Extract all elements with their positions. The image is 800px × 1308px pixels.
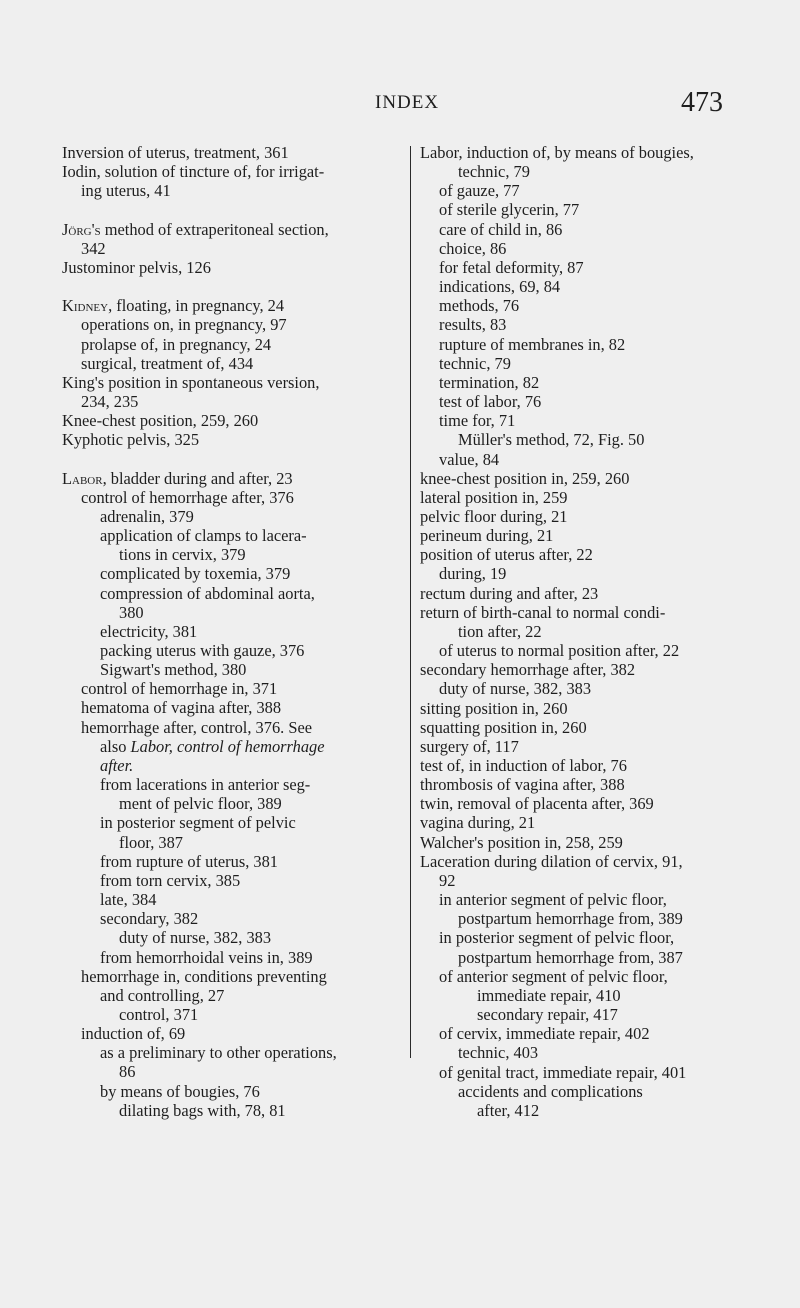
entry-heading: Jörg's xyxy=(62,219,101,239)
index-entry xyxy=(420,277,742,296)
index-entry xyxy=(420,354,742,373)
index-entry xyxy=(420,622,742,641)
index-entry xyxy=(62,526,402,545)
index-entry xyxy=(420,641,742,660)
index-entry xyxy=(62,603,402,622)
entry-text: time for, 71 xyxy=(439,411,516,431)
index-entry xyxy=(420,679,742,698)
entry-text: in anterior segment of pelvic floor, xyxy=(439,890,667,910)
index-entry xyxy=(62,181,402,200)
index-entry xyxy=(62,373,402,392)
entry-text: floor, 387 xyxy=(119,832,183,852)
index-entry xyxy=(420,833,742,852)
index-entry xyxy=(420,392,742,411)
entry-text: Sigwart's method, 380 xyxy=(100,660,247,680)
entry-text: Kyphotic pelvis, 325 xyxy=(62,430,200,450)
entry-text: as a preliminary to other operations, xyxy=(100,1043,337,1063)
index-entry xyxy=(420,545,742,564)
index-entry xyxy=(420,335,742,354)
index-entry xyxy=(420,200,742,219)
entry-text: surgery of, 117 xyxy=(420,736,519,756)
entry-text: of genital tract, immediate repair, 401 xyxy=(439,1062,687,1082)
entry-text: 86 xyxy=(119,1062,136,1082)
index-entry xyxy=(420,373,742,392)
index-entry xyxy=(62,1062,402,1081)
entry-text: 92 xyxy=(439,870,456,890)
index-entry xyxy=(420,737,742,756)
index-entry xyxy=(420,871,742,890)
entry-text: , bladder during and after, 23 xyxy=(102,468,293,488)
entry-text: secondary, 382 xyxy=(100,909,199,929)
index-entry xyxy=(62,296,402,315)
entry-gap xyxy=(62,277,402,296)
index-entry xyxy=(62,1101,402,1120)
index-entry xyxy=(62,354,402,373)
entry-text: from torn cervix, 385 xyxy=(100,870,241,890)
index-entry xyxy=(62,488,402,507)
page-header xyxy=(0,87,800,122)
entry-text: from lacerations in anterior seg- xyxy=(100,775,311,795)
entry-text: Iodin, solution of tincture of, for irrigat- xyxy=(62,162,325,182)
index-entry xyxy=(62,239,402,258)
index-entry xyxy=(420,1101,742,1120)
entry-text: pelvic floor during, 21 xyxy=(420,506,568,526)
index-entry xyxy=(62,852,402,871)
entry-text: Laceration during dilation of cervix, 91, xyxy=(420,851,683,871)
index-entry xyxy=(62,430,402,449)
entry-text: test of labor, 76 xyxy=(439,392,542,412)
index-entry xyxy=(62,967,402,986)
index-entry xyxy=(62,258,402,277)
index-entry xyxy=(420,411,742,430)
entry-gap xyxy=(62,200,402,219)
entry-text: knee-chest position in, 259, 260 xyxy=(420,468,630,488)
entry-text: Inversion of uterus, treatment, 361 xyxy=(62,143,289,162)
entry-text: by means of bougies, 76 xyxy=(100,1081,260,1101)
index-entry xyxy=(420,143,742,162)
entry-text: Knee-chest position, 259, 260 xyxy=(62,411,259,431)
entry-text: surgical, treatment of, 434 xyxy=(81,353,254,373)
index-entry xyxy=(420,315,742,334)
index-entry xyxy=(420,1043,742,1062)
entry-text: of cervix, immediate repair, 402 xyxy=(439,1024,650,1044)
entry-text: results, 83 xyxy=(439,315,507,335)
entry-text: also xyxy=(100,736,131,756)
index-entry xyxy=(420,775,742,794)
index-entry xyxy=(62,220,402,239)
index-entry xyxy=(62,641,402,660)
index-entry xyxy=(62,392,402,411)
index-entry xyxy=(420,718,742,737)
entry-heading: Labor xyxy=(62,468,103,488)
index-entry xyxy=(420,928,742,947)
entry-text: for fetal deformity, 87 xyxy=(439,257,584,277)
entry-text: choice, 86 xyxy=(439,238,507,258)
entry-text: tion after, 22 xyxy=(458,621,542,641)
entry-text: termination, 82 xyxy=(439,372,540,392)
entry-text: Walcher's position in, 258, 259 xyxy=(420,832,623,852)
index-column-right xyxy=(420,143,742,1120)
entry-text: method of extraperitoneal section, xyxy=(100,219,329,239)
entry-text: 342 xyxy=(81,238,106,258)
index-entry xyxy=(420,584,742,603)
index-entry xyxy=(62,698,402,717)
entry-text: in posterior segment of pelvic xyxy=(100,813,296,833)
entry-heading: Kidney xyxy=(62,296,109,316)
entry-text: , floating, in pregnancy, 24 xyxy=(108,296,285,316)
entry-text: thrombosis of vagina after, 388 xyxy=(420,775,625,795)
index-entry xyxy=(420,909,742,928)
entry-text: and controlling, 27 xyxy=(100,985,225,1005)
entry-text: accidents and complications xyxy=(458,1081,643,1101)
index-entry xyxy=(420,1005,742,1024)
entry-text: postpartum hemorrhage from, 387 xyxy=(458,947,683,967)
index-entry xyxy=(420,507,742,526)
index-entry xyxy=(62,986,402,1005)
index-entry xyxy=(62,737,402,756)
index-entry xyxy=(420,296,742,315)
entry-text: of uterus to normal position after, 22 xyxy=(439,641,680,661)
index-entry xyxy=(420,986,742,1005)
index-entry xyxy=(62,813,402,832)
entry-text: of gauze, 77 xyxy=(439,181,520,201)
index-entry xyxy=(62,794,402,813)
entry-text: postpartum hemorrhage from, 389 xyxy=(458,909,683,929)
index-entry xyxy=(420,756,742,775)
entry-text: compression of abdominal aorta, xyxy=(100,583,315,603)
entry-text: complicated by toxemia, 379 xyxy=(100,564,291,584)
index-entry xyxy=(62,775,402,794)
entry-text: squatting position in, 260 xyxy=(420,717,587,737)
entry-text: Labor, induction of, by means of bougies, xyxy=(420,143,694,162)
entry-text: dilating bags with, 78, 81 xyxy=(119,1100,286,1120)
index-entry xyxy=(62,1082,402,1101)
entry-text: 234, 235 xyxy=(81,392,139,411)
index-entry xyxy=(420,1024,742,1043)
index-entry xyxy=(420,239,742,258)
index-entry xyxy=(420,890,742,909)
index-entry xyxy=(420,526,742,545)
index-entry xyxy=(62,833,402,852)
index-entry xyxy=(62,162,402,181)
index-entry xyxy=(420,1063,742,1082)
entry-text: indications, 69, 84 xyxy=(439,277,561,297)
index-entry xyxy=(62,469,402,488)
index-entry xyxy=(420,948,742,967)
entry-text: control, 371 xyxy=(119,1004,199,1024)
running-title: INDEX xyxy=(375,92,440,113)
index-entry xyxy=(62,584,402,603)
entry-text: hemorrhage in, conditions preventing xyxy=(81,966,327,986)
entry-text: packing uterus with gauze, 376 xyxy=(100,641,305,661)
index-entry xyxy=(420,852,742,871)
entry-text: control of hemorrhage in, 371 xyxy=(81,679,278,699)
column-divider xyxy=(410,146,411,1058)
entry-text: prolapse of, in pregnancy, 24 xyxy=(81,334,272,354)
index-entry xyxy=(62,756,402,775)
index-entry xyxy=(420,660,742,679)
entry-text: technic, 79 xyxy=(458,162,530,182)
entry-cross-reference: after. xyxy=(100,755,134,775)
index-entry xyxy=(420,564,742,583)
entry-text: of anterior segment of pelvic floor, xyxy=(439,966,668,986)
entry-text: technic, 403 xyxy=(458,1043,539,1063)
index-entry xyxy=(62,660,402,679)
entry-text: control of hemorrhage after, 376 xyxy=(81,487,294,507)
index-entry xyxy=(420,699,742,718)
index-entry xyxy=(62,564,402,583)
entry-text: test of, in induction of labor, 76 xyxy=(420,756,627,775)
entry-text: from hemorrhoidal veins in, 389 xyxy=(100,947,313,967)
entry-text: care of child in, 86 xyxy=(439,219,563,239)
index-entry xyxy=(62,718,402,737)
index-entry xyxy=(420,488,742,507)
entry-text: adrenalin, 379 xyxy=(100,506,194,526)
index-entry xyxy=(420,967,742,986)
index-entry xyxy=(62,545,402,564)
index-entry xyxy=(420,1082,742,1101)
index-entry xyxy=(420,450,742,469)
index-entry xyxy=(420,813,742,832)
entry-text: technic, 79 xyxy=(439,353,511,373)
entry-text: immediate repair, 410 xyxy=(477,985,621,1005)
index-entry xyxy=(420,181,742,200)
index-entry xyxy=(420,430,742,449)
entry-text: perineum during, 21 xyxy=(420,526,554,546)
index-entry xyxy=(420,220,742,239)
index-entry xyxy=(420,162,742,181)
entry-text: lateral position in, 259 xyxy=(420,487,568,507)
entry-text: after, 412 xyxy=(477,1100,540,1120)
index-entry xyxy=(62,315,402,334)
index-entry xyxy=(62,871,402,890)
index-entry xyxy=(62,143,402,162)
index-entry xyxy=(62,335,402,354)
entry-text: twin, removal of placenta after, 369 xyxy=(420,794,654,814)
entry-text: 380 xyxy=(119,602,144,622)
index-entry xyxy=(420,258,742,277)
entry-text: late, 384 xyxy=(100,890,157,910)
entry-text: tions in cervix, 379 xyxy=(119,545,246,565)
entry-text: duty of nurse, 382, 383 xyxy=(439,679,592,699)
entry-text: Justominor pelvis, 126 xyxy=(62,257,211,277)
index-entry xyxy=(62,948,402,967)
entry-text: ment of pelvic floor, 389 xyxy=(119,794,282,814)
index-entry xyxy=(62,909,402,928)
entry-text: hematoma of vagina after, 388 xyxy=(81,698,282,718)
index-entry xyxy=(62,507,402,526)
entry-text: vagina during, 21 xyxy=(420,813,536,833)
entry-text: in posterior segment of pelvic floor, xyxy=(439,928,675,948)
entry-text: from rupture of uterus, 381 xyxy=(100,851,278,871)
entry-text: return of birth-canal to normal condi- xyxy=(420,602,666,622)
page-number: 473 xyxy=(681,87,723,118)
index-entry xyxy=(62,1005,402,1024)
entry-text: rupture of membranes in, 82 xyxy=(439,334,626,354)
entry-gap xyxy=(62,449,402,468)
entry-text: position of uterus after, 22 xyxy=(420,545,593,565)
entry-text: electricity, 381 xyxy=(100,621,198,641)
entry-text: induction of, 69 xyxy=(81,1024,186,1044)
entry-text: ing uterus, 41 xyxy=(81,181,171,201)
index-entry xyxy=(62,411,402,430)
entry-text: value, 84 xyxy=(439,449,500,469)
index-entry xyxy=(420,603,742,622)
entry-text: of sterile glycerin, 77 xyxy=(439,200,580,220)
entry-text: sitting position in, 260 xyxy=(420,698,568,718)
index-entry xyxy=(62,1043,402,1062)
index-entry xyxy=(420,469,742,488)
entry-text: secondary repair, 417 xyxy=(477,1005,618,1025)
entry-text: methods, 76 xyxy=(439,296,520,316)
entry-text: operations on, in pregnancy, 97 xyxy=(81,315,287,335)
index-entry xyxy=(62,890,402,909)
entry-text: hemorrhage after, control, 376. See xyxy=(81,717,312,737)
entry-cross-reference: Labor, control of hemorrhage xyxy=(130,736,325,756)
index-entry xyxy=(62,928,402,947)
index-entry xyxy=(420,794,742,813)
entry-text: duty of nurse, 382, 383 xyxy=(119,928,272,948)
index-entry xyxy=(62,622,402,641)
entry-text: King's position in spontaneous version, xyxy=(62,372,320,392)
index-entry xyxy=(62,679,402,698)
entry-text: application of clamps to lacera- xyxy=(100,526,307,546)
index-column-left xyxy=(62,143,402,1120)
index-entry xyxy=(62,1024,402,1043)
entry-text: secondary hemorrhage after, 382 xyxy=(420,660,636,680)
entry-text: during, 19 xyxy=(439,564,507,584)
entry-text: Müller's method, 72, Fig. 50 xyxy=(458,430,645,450)
entry-text: rectum during and after, 23 xyxy=(420,583,599,603)
